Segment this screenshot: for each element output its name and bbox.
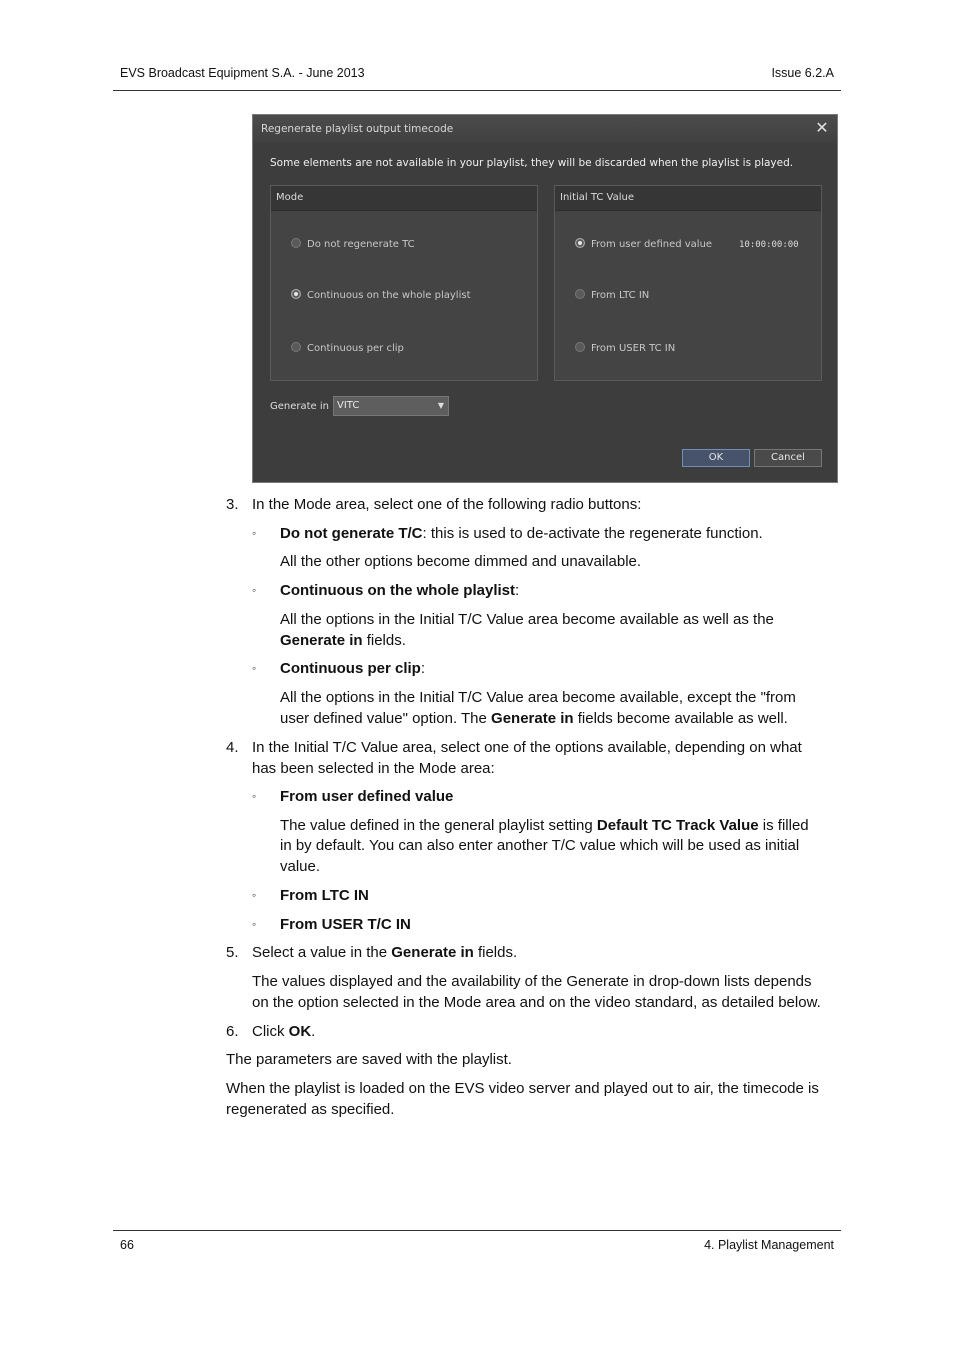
- bullet-user-defined-desc-1: The value defined in the general playlist setting Default TC Track Value is filled: [280, 817, 809, 834]
- regenerate-dialog: [252, 114, 838, 483]
- bullet-continuous-clip: Continuous per clip:: [280, 660, 426, 677]
- bullet-do-not-generate: Do not generate T/C: this is used to de-activate the regenerate function.: [280, 525, 763, 542]
- bullet-icon: ◦: [252, 526, 257, 540]
- bullet-continuous-playlist-desc-1: All the options in the Initial T/C Value area become available as well as the: [280, 611, 774, 628]
- generate-in-label: Generate in: [270, 401, 329, 412]
- radio-selected-icon[interactable]: [291, 289, 301, 299]
- bullet-icon: ◦: [252, 583, 257, 597]
- bullet-user-defined-desc-2: in by default. You can also enter another T/C value which will be used as initial: [280, 837, 800, 854]
- mode-option-continuous-clip[interactable]: Continuous per clip: [291, 341, 404, 357]
- bullet-icon: ◦: [252, 789, 257, 803]
- initial-option-user-tc-in[interactable]: From USER TC IN: [575, 341, 675, 357]
- paragraph-saved: The parameters are saved with the playlist.: [226, 1051, 512, 1068]
- radio-icon[interactable]: [291, 238, 301, 248]
- mode-panel: [270, 185, 538, 381]
- bullet-user-defined: From user defined value: [280, 788, 454, 805]
- step-4-line-1: In the Initial T/C Value area, select one of the options available, depending on what: [252, 739, 802, 756]
- bullet-continuous-clip-desc-2: user defined value" option. The Generate in fields become available as well.: [280, 710, 788, 727]
- header-rule: [113, 90, 841, 91]
- step-5-text: Select a value in the Generate in fields.: [252, 944, 518, 961]
- radio-icon[interactable]: [575, 289, 585, 299]
- bullet-do-not-generate-desc: All the other options become dimmed and unavailable.: [280, 553, 642, 570]
- header-left: EVS Broadcast Equipment S.A. - June 2013: [120, 66, 365, 80]
- initial-option-user-value[interactable]: From user defined value: [575, 237, 712, 253]
- dialog-message: Some elements are not available in your playlist, they will be discarded when the playlist is played.: [270, 157, 794, 169]
- page-number: 66: [120, 1238, 134, 1252]
- mode-panel-title: Mode: [271, 186, 537, 211]
- mode-option-continuous-playlist[interactable]: Continuous on the whole playlist: [291, 288, 471, 304]
- initial-option-ltc-in[interactable]: From LTC IN: [575, 288, 649, 304]
- step-3-number: 3.: [226, 496, 239, 513]
- ok-button[interactable]: OK: [682, 449, 750, 467]
- step-6-text: Click OK.: [252, 1023, 316, 1040]
- initial-tc-panel: [554, 185, 822, 381]
- chevron-down-icon: ▼: [437, 401, 444, 410]
- bullet-continuous-playlist: Continuous on the whole playlist:: [280, 582, 520, 599]
- step-6-number: 6.: [226, 1023, 239, 1040]
- bullet-icon: ◦: [252, 917, 257, 931]
- step-5-desc-2: on the option selected in the Mode area and on the video standard, as detailed below.: [252, 994, 821, 1011]
- generate-in-select[interactable]: [333, 396, 449, 416]
- bullet-ltc-in: From LTC IN: [280, 887, 369, 904]
- paragraph-loaded-1: When the playlist is loaded on the EVS video server and played out to air, the timecode is: [226, 1080, 819, 1097]
- bullet-icon: ◦: [252, 661, 257, 675]
- step-5-number: 5.: [226, 944, 239, 961]
- dialog-titlebar: [253, 115, 837, 143]
- step-5-desc-1: The values displayed and the availability of the Generate in drop-down lists depends: [252, 973, 812, 990]
- chapter-title: 4. Playlist Management: [704, 1238, 834, 1252]
- header-right: Issue 6.2.A: [771, 66, 834, 80]
- radio-icon[interactable]: [575, 342, 585, 352]
- close-icon[interactable]: ✕: [815, 118, 829, 137]
- bullet-user-tc-in: From USER T/C IN: [280, 916, 411, 933]
- tc-value-field[interactable]: 10:00:00:00: [739, 240, 799, 250]
- step-4-line-2: has been selected in the Mode area:: [252, 760, 495, 777]
- radio-selected-icon[interactable]: [575, 238, 585, 248]
- step-4-number: 4.: [226, 739, 239, 756]
- generate-in-value: VITC: [337, 400, 360, 411]
- cancel-button[interactable]: Cancel: [754, 449, 822, 467]
- dialog-title: Regenerate playlist output timecode: [261, 123, 454, 135]
- initial-tc-panel-title: Initial TC Value: [555, 186, 821, 211]
- footer-rule: [113, 1230, 841, 1231]
- step-3-text: In the Mode area, select one of the following radio buttons:: [252, 496, 642, 513]
- bullet-continuous-playlist-desc-2: Generate in fields.: [280, 632, 406, 649]
- radio-icon[interactable]: [291, 342, 301, 352]
- bullet-continuous-clip-desc-1: All the options in the Initial T/C Value area become available, except the "from: [280, 689, 796, 706]
- bullet-icon: ◦: [252, 888, 257, 902]
- bullet-user-defined-desc-3: value.: [280, 858, 321, 875]
- mode-option-no-regenerate[interactable]: Do not regenerate TC: [291, 237, 415, 253]
- paragraph-loaded-2: regenerated as specified.: [226, 1101, 395, 1118]
